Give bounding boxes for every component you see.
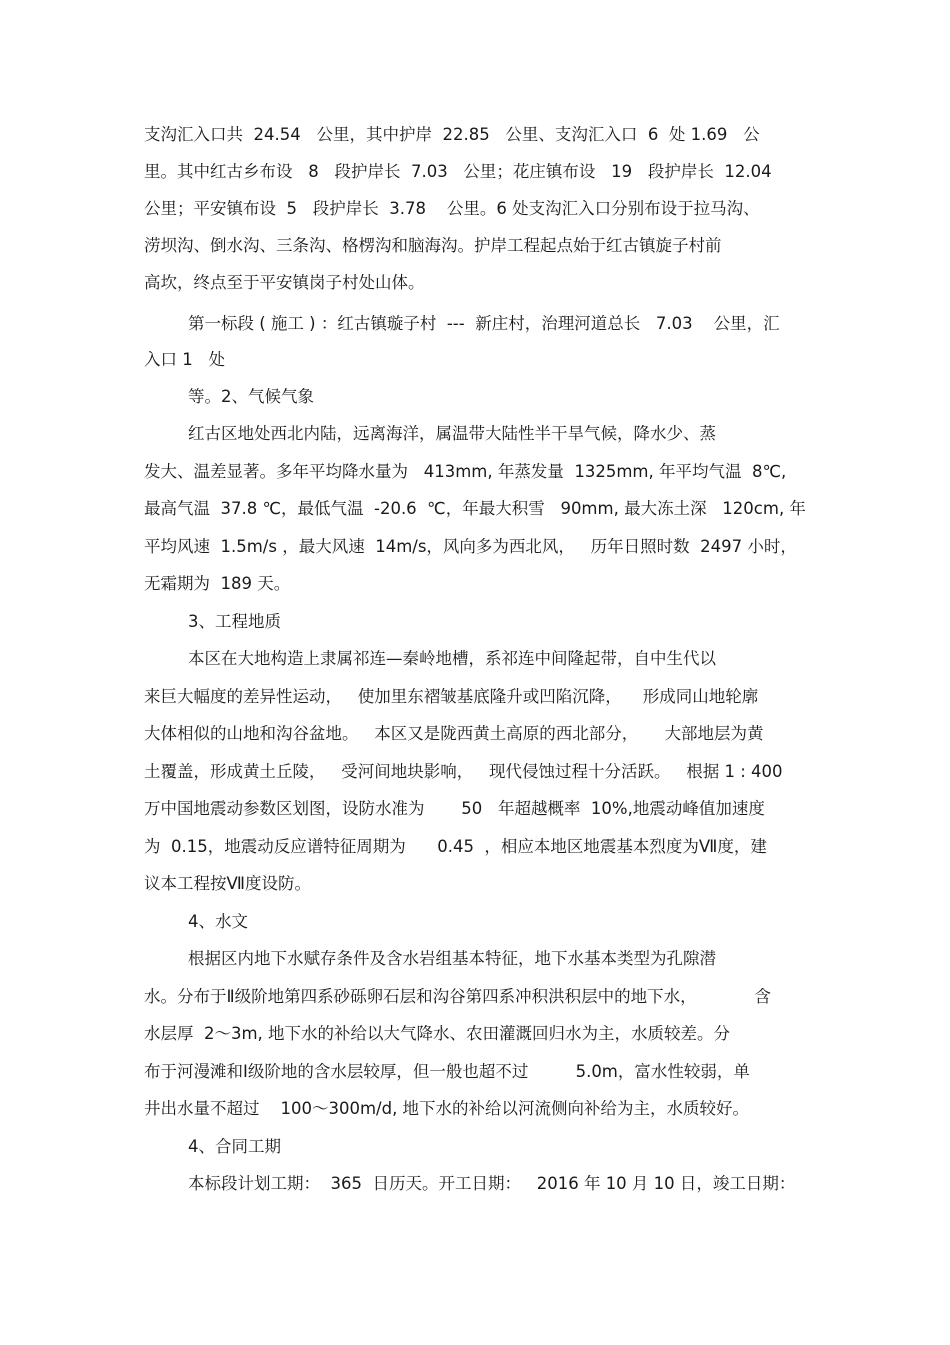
- section-paragraph-start: 第一标段 ( 施工 ) ：红古镇璇子村 --- 新庄村，治理河道总长 7.03 公里，汇: [188, 314, 780, 333]
- section-paragraph-start: 根据区内地下水赋存条件及含水岩组基本特征，地下水基本类型为孔隙潜: [188, 949, 716, 968]
- text-line: 平均风速 1.5m/s ，最大风速 14m/s，风向多为西北风， 历年日照时数 2497 小时，: [144, 537, 797, 556]
- text-line: 井出水量不超过 100～300m/d, 地下水的补给以河流侧向补给为主，水质较好。: [144, 1099, 750, 1118]
- text-line: 来巨大幅度的差异性运动， 使加里东褶皱基底隆升或凹陷沉降， 形成同山地轮廓: [144, 687, 759, 706]
- text-line: 为 0.15，地震动反应谱特征周期为 0.45 ，相应本地区地震基本烈度为Ⅶ度，建: [144, 837, 767, 856]
- text-line: 最高气温 37.8 ℃，最低气温 -20.6 ℃，年最大积雪 90mm, 最大冻土深 120cm, 年: [144, 499, 806, 518]
- section-heading: 3、工程地质: [188, 612, 281, 631]
- section-paragraph-start: 红古区地处西北内陆，远离海洋，属温带大陆性半干旱气候，降水少、蒸: [188, 424, 716, 443]
- text-line: 无霜期为 189 天。: [144, 574, 291, 593]
- text-line: 水。分布于Ⅱ级阶地第四系砂砾卵石层和沟谷第四系冲积洪积层中的地下水， 含: [144, 987, 771, 1006]
- text-line: 支沟汇入口共 24.54 公里，其中护岸 22.85 公里、支沟汇入口 6 处 1.69 公: [144, 125, 760, 144]
- section-heading: 4、水文: [188, 912, 248, 931]
- section-heading: 4、合同工期: [188, 1137, 281, 1156]
- text-line: 高坎，终点至于平安镇岗子村处山体。: [144, 273, 425, 292]
- text-line: 涝坝沟、倒水沟、三条沟、格楞沟和脑海沟。护岸工程起点始于红古镇旋子村前: [144, 236, 722, 255]
- text-line: 水层厚 2～3m, 地下水的补给以大气降水、农田灌溉回归水为主，水质较差。分: [144, 1024, 731, 1043]
- text-line: 入口 1 处: [144, 350, 225, 369]
- text-line: 布于河漫滩和Ⅰ级阶地的含水层较厚，但一般也超不过 5.0m，富水性较弱，单: [144, 1062, 750, 1081]
- text-line: 发大、温差显著。多年平均降水量为 413mm, 年蒸发量 1325mm, 年平均气温 8℃,: [144, 462, 787, 481]
- text-line: 公里；平安镇布设 5 段护岸长 3.78 公里。6 处支沟汇入口分别布设于拉马沟、: [144, 199, 760, 218]
- section-paragraph-start: 本标段计划工期： 365 日历天。开工日期： 2016 年 10 月 10 日，竣工日期：: [188, 1174, 796, 1193]
- text-line: 大体相似的山地和沟谷盆地。 本区又是陇西黄土高原的西北部分， 大部地层为黄: [144, 724, 764, 743]
- text-line: 议本工程按Ⅶ度设防。: [144, 874, 311, 893]
- text-line: 万中国地震动参数区划图，设防水准为 50 年超越概率 10%,地震动峰值加速度: [144, 799, 765, 818]
- section-heading: 等。2、气候气象: [188, 387, 314, 406]
- text-line: 土覆盖，形成黄土丘陵， 受河间地块影响， 现代侵蚀过程十分活跃。 根据 1 : 400: [144, 762, 783, 781]
- section-paragraph-start: 本区在大地构造上隶属祁连—秦岭地槽，系祁连中间隆起带，自中生代以: [188, 649, 716, 668]
- text-line: 里。其中红古乡布设 8 段护岸长 7.03 公里；花庄镇布设 19 段护岸长 12.04: [144, 162, 772, 181]
